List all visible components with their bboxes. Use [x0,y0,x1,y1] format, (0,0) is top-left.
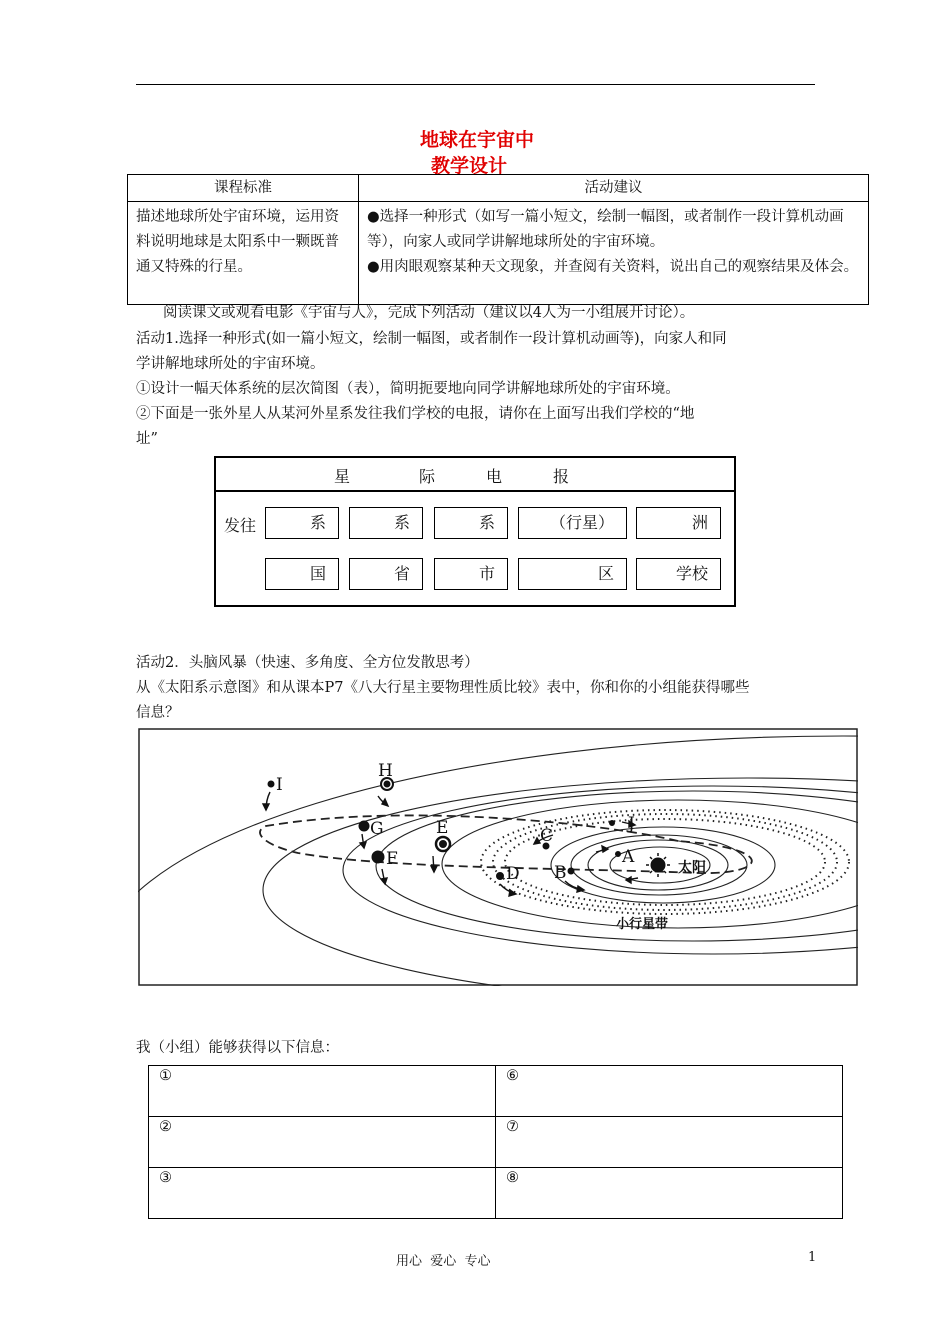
header-rule [136,84,815,85]
information-table [148,1065,843,1219]
address-field-school[interactable]: 学校 [636,558,721,590]
address-field-solar-system[interactable]: 系 [434,507,508,539]
info-cell[interactable]: ① [149,1066,496,1117]
telegram-heading-char: 电 [486,467,503,486]
activity2-line3: 信息？ [136,705,180,721]
send-to-label: 发往 [224,516,257,535]
comet-label-j: J [628,814,635,834]
telegram-heading [216,458,734,492]
telegram-heading-char: 星 [334,467,351,486]
planet-label-b: B [554,863,567,883]
info-cell[interactable]: ⑥ [496,1066,843,1117]
address-field-planet[interactable]: （行星） [518,507,627,539]
planet-label-f: F [386,849,398,869]
info-cell[interactable]: ⑦ [496,1117,843,1168]
address-field-country[interactable]: 国 [265,558,339,590]
suggestion-bullet-2: ●用肉眼观察某种天文现象，并查阅有关资料，说出自己的观察结果及体会。 [367,259,859,275]
planet-label-g: G [370,819,384,839]
address-field-province[interactable]: 省 [349,558,423,590]
planet-label-c: C [540,826,554,846]
planet-i-dot [268,781,274,787]
planet-label-e: E [436,818,449,838]
planet-label-d: D [506,864,520,884]
activity1-item2-line2: 址” [136,431,158,447]
activity1-item2-line1: ②下面是一张外星人从某河外星系发往我们学校的电报，请你在上面写出我们学校的“地 [136,406,695,422]
table-row [149,1066,843,1117]
address-field-district[interactable]: 区 [518,558,627,590]
planet-b-dot [568,868,574,874]
telegram-heading-char: 际 [419,467,436,486]
suggestion-bullet-1: ●选择一种形式（如写一篇小短文，绘制一幅图，或者制作一段计算机动画等），向家人或同学讲解地球所处的宇宙环境。 [367,209,844,250]
interstellar-telegram [214,456,736,607]
address-field-galaxy[interactable]: 系 [349,507,423,539]
planet-e-dot [440,841,447,848]
planet-a-dot [616,852,621,857]
intro-paragraph: 阅读课文或观看电影《宇宙与人》，完成下列活动（建议以4人为一小组展开讨论）。 [163,305,695,321]
table-row [149,1117,843,1168]
address-field-continent[interactable]: 洲 [636,507,721,539]
page-number: 1 [808,1250,817,1265]
activity2-line1: 活动2．头脑风暴（快速、多角度、全方位发散思考） [136,655,479,671]
planet-label-i: I [276,775,283,795]
solar-system-diagram [138,728,858,986]
planet-h-dot [384,781,390,787]
address-field-galaxy-system[interactable]: 系 [265,507,339,539]
planet-label-h: H [378,761,393,781]
footer-motto: 用心 爱心 专心 [396,1254,491,1269]
sun-label: 太阳 [678,860,706,876]
sun-body [651,858,665,872]
standards-header: 课程标准 [128,175,359,202]
planet-g-dot [359,821,369,831]
activity1-line2: 学讲解地球所处的宇宙环境。 [136,356,325,372]
document-title: 地球在宇宙中 [420,129,535,151]
suggestions-cell [359,202,869,305]
comet-j-dot [610,821,615,826]
activity1-line1: 活动1.选择一种形式(如一篇小短文，绘制一幅图，或者制作一段计算机动画等)，向家人和同 [136,331,727,347]
info-cell[interactable]: ② [149,1117,496,1168]
table-row [149,1168,843,1219]
address-field-city[interactable]: 市 [434,558,508,590]
activity1-item1: ①设计一幅天体系统的层次简图（表），简明扼要地向同学讲解地球所处的宇宙环境。 [136,381,680,397]
asteroid-belt-label: 小行星带 [616,917,669,932]
info-cell[interactable]: ③ [149,1168,496,1219]
standards-cell: 描述地球所处宇宙环境，运用资料说明地球是太阳系中一颗既普通又特殊的行星。 [128,202,359,305]
telegram-heading-char: 报 [553,467,570,486]
curriculum-standards-table [127,174,869,305]
activity2-line2: 从《太阳系示意图》和从课本P7《八大行星主要物理性质比较》表中，你和你的小组能获得哪些 [136,680,750,696]
document-subtitle: 教学设计 [431,155,508,177]
planet-d-dot [497,873,504,880]
info-prompt: 我（小组）能够获得以下信息： [136,1040,339,1056]
info-cell[interactable]: ⑧ [496,1168,843,1219]
planet-label-a: A [622,847,635,867]
planet-f-dot [372,851,384,863]
suggestions-header: 活动建议 [359,175,869,202]
